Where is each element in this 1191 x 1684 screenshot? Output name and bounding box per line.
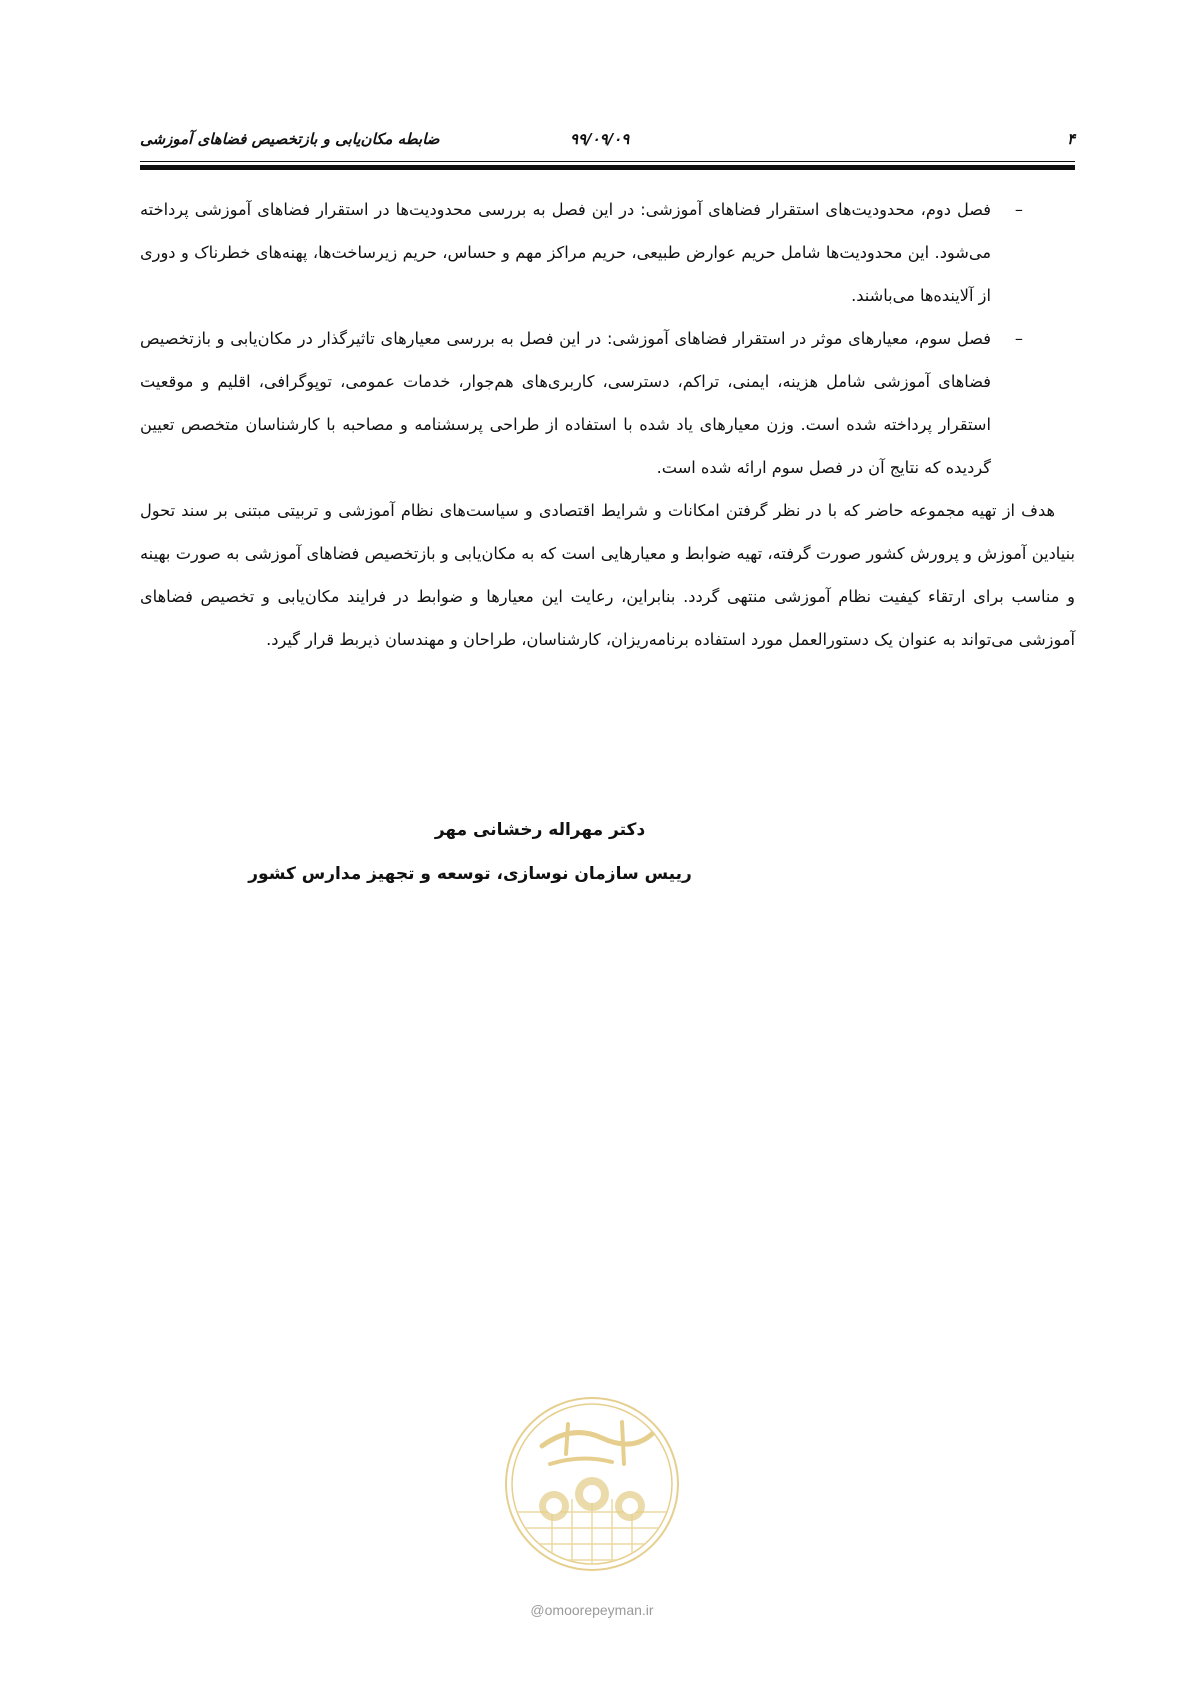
list-item-text: فصل سوم، معیارهای موثر در استقرار فضاهای آموزشی: در این فصل به بررسی معیارهای تاثیرگذار در مکان‌یابی و بازتخصیص فضاهای آموزشی شامل هزینه، ایمنی، تراکم، دسترسی، کاربری‌های هم‌جوار، خدمات عمومی، توپوگرافی، اقلیم و موقعیت استقرار پرداخته شده است. وزن معیارهای یاد شده با استفاده از طراحی پرسشنامه و مصاحبه با کارشناسان متخصص تعیین گردیده که نتایج آن در فصل سوم ارائه شده است. [140, 329, 991, 477]
header-rule-thick [140, 165, 1075, 170]
purpose-paragraph: هدف از تهیه مجموعه حاضر که با در نظر گرفتن امکانات و شرایط اقتصادی و سیاست‌های نظام آموزشی و تربیتی مبتنی بر سند تحول بنیادین آموزش و پرورش کشور صورت گرفته، تهیه ضوابط و معیارهایی است که به مکان‌یابی و بازتخصیص فضاهای آموزشی به صورت بهینه و مناسب برای ارتقاء کیفیت نظام آموزشی منتهی گردد. بنابراین، رعایت این معیارها و ضوابط در فرایند مکان‌یابی و تخصیص فضاهای آموزشی می‌تواند به عنوان یک دستورالعمل مورد استفاده برنامه‌ریزان، کارشناسان، طراحان و مهندسان ذیربط قرار گیرد. [140, 501, 1075, 649]
signatory-role: رییس سازمان نوسازی، توسعه و تجهیز مدارس کشور [248, 864, 692, 884]
list-item [140, 317, 1075, 489]
list-item-text: فصل دوم، محدودیت‌های استقرار فضاهای آموزشی: در این فصل به بررسی محدودیت‌ها در استقرار فضاهای آموزشی پرداخته می‌شود. این محدودیت‌ها شامل حریم عوارض طبیعی، حریم مراکز مهم و حساس، حریم زیرساخت‌ها، پهنه‌های خطرناک و دوری از آلاینده‌ها می‌باشند. [140, 200, 991, 305]
bullet-dash: – [1014, 200, 1023, 219]
signatory-name: دکتر مهراله رخشانی مهر [434, 820, 646, 840]
bullet-dash: – [1014, 329, 1023, 348]
chapter-list [140, 188, 1075, 489]
list-item [140, 188, 1075, 317]
signature-block [230, 808, 710, 896]
omoorepeyman-seal-icon [502, 1394, 682, 1574]
page-number: ۴ [1066, 130, 1075, 148]
watermark-site: @omoorepeyman.ir [530, 1602, 654, 1618]
document-body [140, 188, 1075, 661]
watermark-logo [502, 1394, 682, 1574]
page-header [140, 126, 1075, 156]
header-title: ضابطه مکان‌یابی و بازتخصیص فضاهای آموزشی [140, 130, 440, 148]
header-rule-thin [140, 161, 1075, 162]
header-date: ۹۹/۰۹/۰۹ [570, 130, 630, 148]
